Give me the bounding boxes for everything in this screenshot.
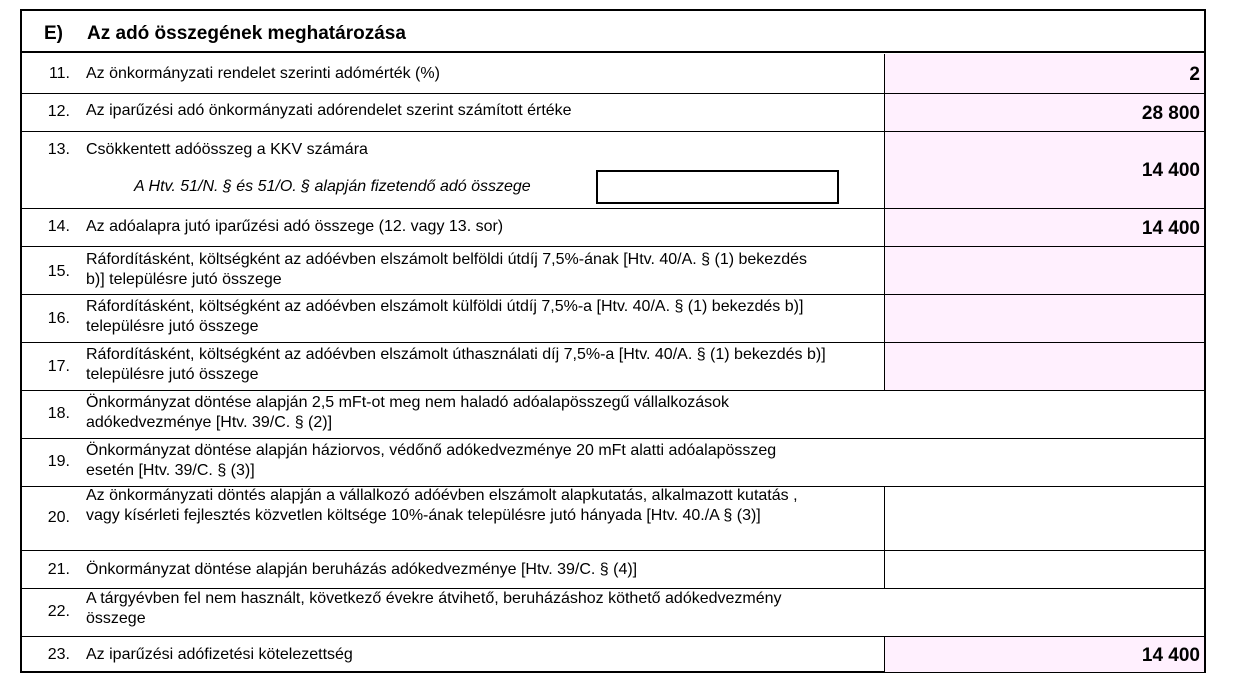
row-number: 17.: [47, 358, 70, 375]
row-label: Csökkentett adóösszeg a KKV számára: [86, 141, 368, 158]
row-label: Önkormányzat döntése alapján 2,5 mFt-ot meg nem haladó adóalapösszegű vállalkozások adókedvezménye [Htv. 39/C. § (2)]: [86, 394, 730, 431]
value-field-23[interactable]: [884, 637, 1204, 672]
section-letter: E): [44, 23, 63, 44]
row-number: 12.: [47, 103, 70, 120]
kkv-sub-label: A Htv. 51/N. § és 51/O. § alapján fizetendő adó összege: [134, 178, 531, 195]
value-field-16[interactable]: [884, 295, 1204, 342]
row-value: 2: [1189, 64, 1200, 85]
row-15: [22, 246, 1204, 294]
row-label: Az iparűzési adófizetési kötelezettség: [86, 646, 353, 663]
row-label: Ráfordításként, költségként az adóévben elszámolt belföldi útdíj 7,5%-ának [Htv. 40/A. § (1) bekezdés b)] településre jutó összege: [86, 251, 807, 288]
row-number: 21.: [47, 561, 70, 578]
row-value: 14 400: [1141, 160, 1200, 181]
row-label: A tárgyévben fel nem használt, következő évekre átvihető, beruházáshoz köthető adókedvezmény összege: [86, 590, 782, 627]
row-12: [22, 93, 1204, 131]
value-field-15[interactable]: [884, 247, 1204, 294]
row-value: 28 800: [1141, 103, 1200, 124]
value-field-18[interactable]: [884, 391, 1204, 438]
row-13: [22, 131, 1204, 208]
row-value: 14 400: [1141, 218, 1200, 239]
row-20: [22, 486, 1204, 550]
section-title: Az adó összegének meghatározása: [87, 23, 406, 44]
value-field-21[interactable]: [884, 551, 1204, 588]
row-23: [22, 636, 1204, 672]
kkv-amount-input[interactable]: [596, 170, 839, 204]
row-22: [22, 588, 1204, 636]
value-field-22[interactable]: [884, 589, 1204, 636]
row-16: [22, 294, 1204, 342]
row-label: Az iparűzési adó önkormányzati adórendelet szerint számított értéke: [86, 102, 572, 119]
value-field-11[interactable]: [884, 54, 1204, 93]
row-label: Az önkormányzati rendelet szerinti adómérték (%): [86, 65, 440, 82]
value-field-19[interactable]: [884, 439, 1204, 486]
row-number: 22.: [47, 603, 70, 620]
section-header: [20, 9, 1206, 53]
row-label: Az önkormányzati döntés alapján a vállalkozó adóévben elszámolt alapkutatás, alkalmazott kutatás , vagy kísérleti fejlesztés közvetlen költsége 10%-ának településre jutó hányada [Htv. 40./A § (3)]: [86, 487, 798, 524]
row-label: Ráfordításként, költségként az adóévben elszámolt külföldi útdíj 7,5%-a [Htv. 40/A. § (1) bekezdés b)] településre jutó összege: [86, 298, 804, 335]
row-number: 11.: [48, 65, 70, 82]
value-field-17[interactable]: [884, 343, 1204, 390]
row-19: [22, 438, 1204, 486]
row-11: [22, 54, 1204, 93]
row-label: Az adóalapra jutó iparűzési adó összege (12. vagy 13. sor): [86, 218, 504, 235]
row-label: Önkormányzat döntése alapján háziorvos, védőnő adókedvezménye 20 mFt alatti adóalapösszeg esetén [Htv. 39/C. § (3)]: [86, 442, 777, 479]
row-number: 18.: [47, 405, 70, 422]
row-label: Önkormányzat döntése alapján beruházás adókedvezménye [Htv. 39/C. § (4)]: [86, 561, 638, 578]
row-18: [22, 390, 1204, 438]
row-number: 20.: [47, 509, 70, 526]
row-number: 16.: [47, 310, 70, 327]
row-14: [22, 208, 1204, 246]
row-number: 19.: [47, 453, 70, 470]
value-field-14[interactable]: [884, 209, 1204, 246]
row-value: 14 400: [1141, 645, 1200, 666]
row-number: 13.: [47, 141, 70, 158]
value-field-20[interactable]: [884, 487, 1204, 550]
row-21: [22, 550, 1204, 588]
row-17: [22, 342, 1204, 390]
value-field-12[interactable]: [884, 94, 1204, 131]
value-field-13[interactable]: [884, 132, 1204, 208]
row-number: 23.: [47, 646, 70, 663]
row-number: 14.: [47, 218, 70, 235]
row-label: Ráfordításként, költségként az adóévben elszámolt úthasználati díj 7,5%-a [Htv. 40/A. § (1) bekezdés b)] településre jutó összege: [86, 346, 826, 383]
row-number: 15.: [47, 263, 70, 280]
